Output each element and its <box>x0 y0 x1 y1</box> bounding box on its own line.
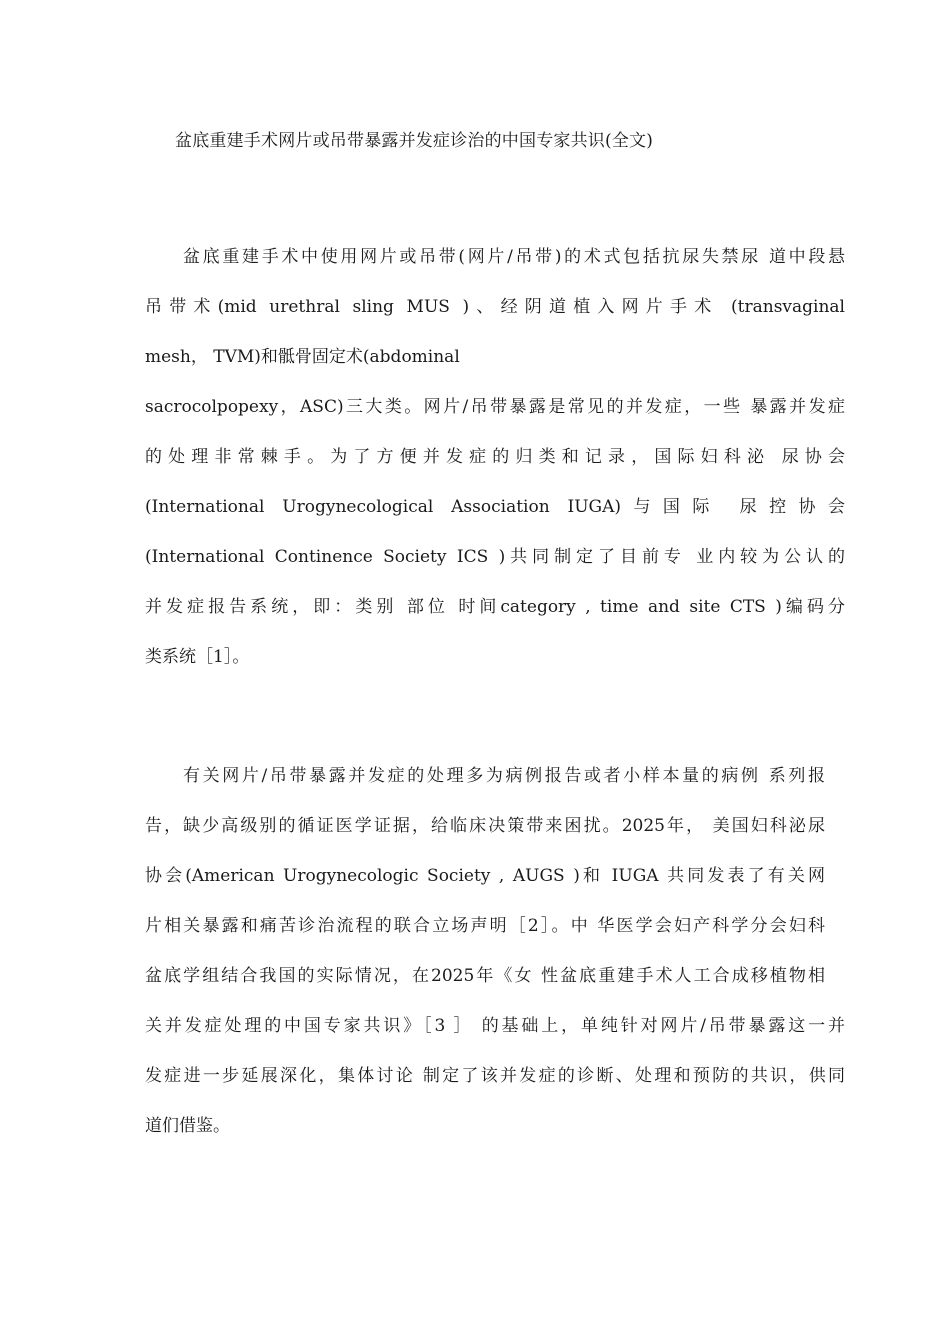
paragraph-line: 道们借鉴。 <box>145 1116 230 1136</box>
paragraph-line: (International Continence Society ICS )共同制定了目前专 业内较为公认的 <box>145 547 845 567</box>
paragraph-line: mesh， TVM)和骶骨固定术(abdominal <box>145 347 460 367</box>
paragraph-line: 盆底重建手术中使用网片或吊带(网片/吊带)的术式包括抗尿失禁尿 道中段悬 <box>183 247 845 267</box>
paragraph-line: 并发症报告系统，即：类别 部位 时间category , time and site CTS )编码分 <box>145 597 845 617</box>
paragraph-line: 发症进一步延展深化，集体讨论 制定了该并发症的诊断、处理和预防的共识，供同 <box>145 1066 845 1086</box>
paragraph-line: sacrocolpopexy，ASC)三大类。网片/吊带暴露是常见的并发症，一些 暴露并发症 <box>145 397 845 417</box>
paragraph-line: 协会(American Urogynecologic Society , AUGS )和 IUGA 共同发表了有关网 <box>145 866 825 886</box>
paragraph-1 <box>145 232 845 682</box>
paragraph-line: 盆底学组结合我国的实际情况，在2025年《女 性盆底重建手术人工合成移植物相 <box>145 966 825 986</box>
paragraph-line: 片相关暴露和痛苦诊治流程的联合立场声明［2］。中 华医学会妇产科学分会妇科 <box>145 916 825 936</box>
paragraph-line: 吊带术(mid urethral sling MUS )、经阴道植入网片手术 (transvaginal <box>145 297 845 317</box>
paragraph-line: 类系统［1］。 <box>145 647 250 667</box>
document-title: 盆底重建手术网片或吊带暴露并发症诊治的中国专家共识(全文) <box>175 131 654 151</box>
paragraph-2 <box>145 751 845 1151</box>
paragraph-line: 的处理非常棘手。为了方便并发症的归类和记录，国际妇科泌 尿协会 <box>145 447 845 467</box>
paragraph-line: (International Urogynecological Association IUGA)与国际 尿控协会 <box>145 497 845 517</box>
paragraph-line: 关并发症处理的中国专家共识》［3 ］ 的基础上，单纯针对网片/吊带暴露这一并 <box>145 1016 845 1036</box>
paragraph-line: 告，缺少高级别的循证医学证据，给临床决策带来困扰。2025年， 美国妇科泌尿 <box>145 816 825 836</box>
paragraph-line: 有关网片/吊带暴露并发症的处理多为病例报告或者小样本量的病例 系列报 <box>183 766 825 786</box>
